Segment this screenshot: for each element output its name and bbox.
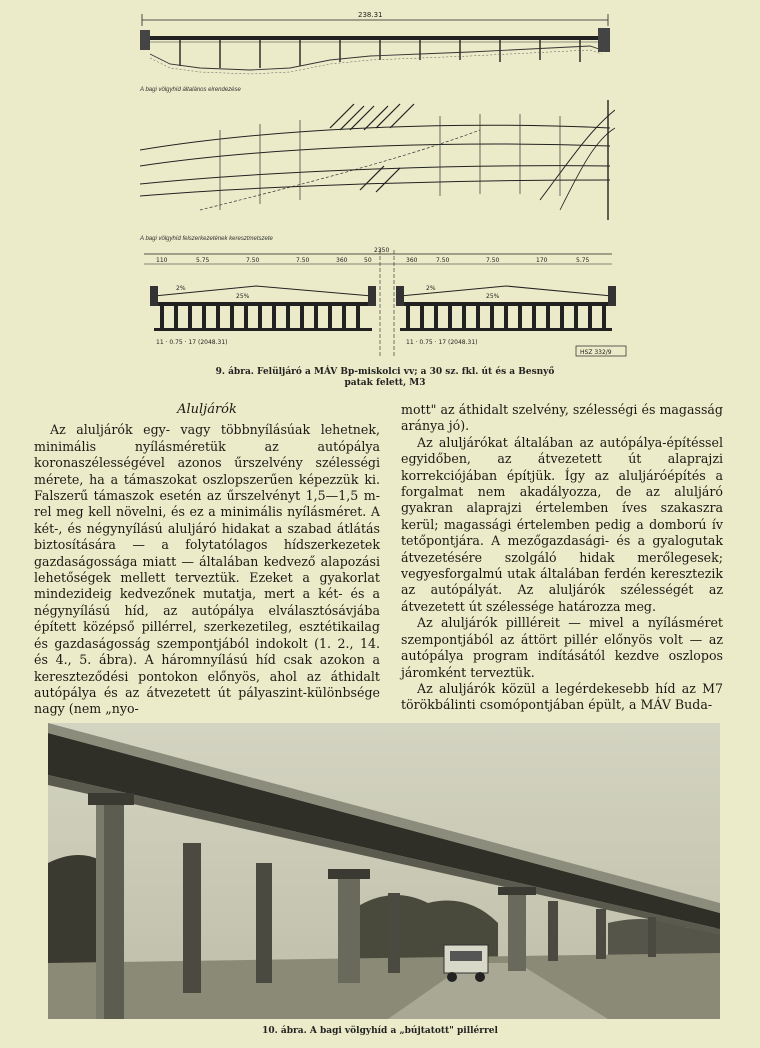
slope-left-secondary-label: 2% [176,285,186,292]
dimension-label: 238.31 [358,11,383,19]
slope-right-label: 25% [486,293,500,300]
dimension-right-label: 170 [536,257,548,264]
dimension-left-label: 360 [336,257,348,264]
dimension-left-label: 5.75 [196,257,210,264]
right-paragraph-2: Az aluljárókat általában az autópálya-építéssel egyidőben, az átvezetett út alaprajzi korrekciójában építjük. Így az aluljáróépítés a forgalmat nem akadályozza, de az aluljáró gyakran alaprajzi értelemben íves szakaszra kerül; magassági értelemben pedig a domború ív tetőpontjára. A mezőgazdasági- és a gyalogutak átvezetésére szolgáló hidak merőlegesek; vegyesforgalmú utak általában ferdén keresztezik az autópályát. Az aluljárók szélességét az átvezetett út szélessége határozza meg. [401,434,723,614]
slope-right-secondary-label: 2% [426,285,436,292]
cross-section-drawing [136,246,630,364]
dimension-right-label: 360 [406,257,418,264]
dimension-total-label: 2350 [374,247,390,254]
right-paragraph-4: Az aluljárók közül a legérdekesebb híd az M7 törökbálinti csomópontjában épült, a MÁV Buda- [401,680,723,713]
figure9-caption-line1: 9. ábra. Felüljáró a MÁV Bp-miskolci vv; a 30 sz. fkl. út és a Besnyő [215,367,555,377]
dimension-left-label: 110 [156,257,168,264]
slope-left-label: 25% [236,293,250,300]
right-column [401,402,723,714]
section-heading: Aluljárók [177,402,237,417]
drawing-stamp-label: HSZ 332/9 [580,349,612,356]
figure9-caption [150,367,620,389]
left-paragraph-1: Az aluljárók egy- vagy többnyílásúak lehetnek, minimális nyílásméretük az autópálya koronaszélességével azonos űrszelvény szélességi mérete, ha a támaszokat oszlopszerűen képezzük ki. Falszerű támaszok esetén az űrszelvényt 1,5—1,5 m-rel meg kell növelni, és ez a minimális nyílásméret. A két-, és négynyílású aluljáró hidakat a szabad átlátás biztosítására — a folytatólagos hídszerkezetek gazdaságossága miatt — általában kedvező alapozási lehetőségek mellett terveztük. Ezeket a gyakorlat mindezideig kedvezőnek mutatja, mert a két- és a négynyílású híd, az autópálya elválasztósávjába épített középső pillérrel, szerkezetileg, esztétikailag és gazdaságosság szempontjából indokolt (1. 2., 14. és 4., 5. ábra). A háromnyílású híd csak azokon a kereszteződési pontokon előnyös, ahol az áthidalt autópálya és az átvezetett út pályaszint-különbsége nagy (nem „nyo- [34,422,380,717]
elevation-caption: A bagi völgyhíd általános elrendezése [140,87,241,93]
left-column [34,402,380,718]
figure9-caption-line2: patak felett, M3 [344,378,426,388]
note-right-label: 11 · 0.75 · 17 (2048.31) [406,339,478,346]
right-paragraph-3: Az aluljárók pillléreit — mivel a nyílásméret szempontjából az áttört pillér előnyös volt — az autópálya program indításától kezdve oszlopos járomként terveztük. [401,615,723,680]
plan-caption: A bagi völgyhíd felszerkezetének keresztmetszete [140,236,273,242]
dimension-left-label: 7.50 [246,257,260,264]
dimension-right-label: 7.50 [436,257,450,264]
viaduct-photo-image [48,723,720,1019]
figure10-caption: 10. ábra. A bagi völgyhíd a „bújtatott" pillérrel [262,1026,498,1036]
viaduct-photo [48,723,720,1019]
dimension-left-label: 7.50 [296,257,310,264]
dimension-left-label: 50 [364,257,372,264]
dimension-right-label: 7.50 [486,257,500,264]
plan-drawing [140,100,615,235]
note-left-label: 11 · 0.75 · 17 (2048.31) [156,339,228,346]
right-paragraph-1: mott" az áthidalt szelvény, szélességi és magasság aránya jó). [401,402,723,434]
elevation-drawing [140,6,610,88]
dimension-right-label: 5.75 [576,257,590,264]
